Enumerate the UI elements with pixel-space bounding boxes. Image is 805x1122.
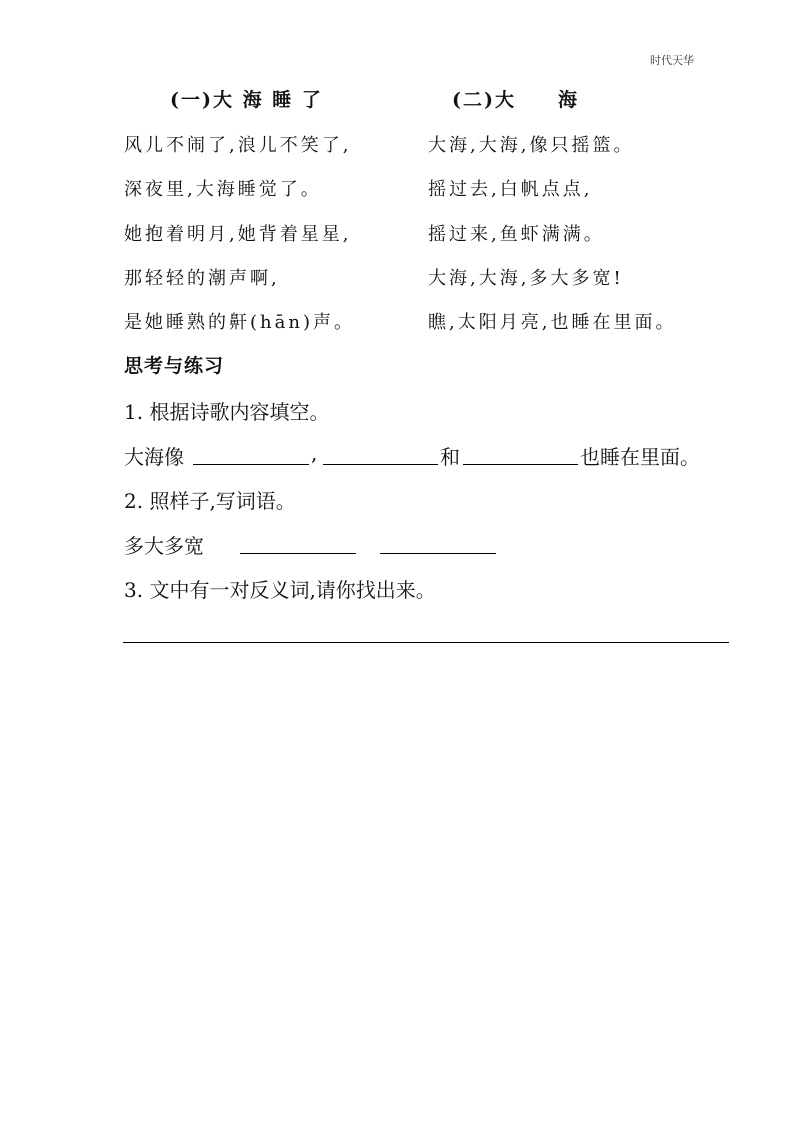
poem-2-line: 摇过去,白帆点点, [428,179,593,200]
poem-2-line: 瞧,太阳月亮,也睡在里面。 [428,312,677,333]
question-1-prompt: 1. 根据诗歌内容填空。 [124,400,330,424]
question-1-separator: , [311,441,318,465]
answer-blank-5[interactable] [380,553,496,554]
answer-line-3[interactable] [123,642,729,643]
answer-blank-1[interactable] [193,464,309,465]
exercises-heading: 思考与练习 [124,355,225,377]
poem-1-line: 那轻轻的潮声啊, [124,268,280,289]
question-2-prompt: 2. 照样子,写词语。 [124,489,296,513]
question-1-conjunction: 和 [440,445,460,469]
poem-2-title: (二)大 海 [452,89,579,111]
answer-blank-4[interactable] [240,553,356,554]
answer-blank-2[interactable] [323,464,438,465]
poem-1-line: 是她睡熟的鼾(hān)声。 [124,312,355,333]
poem-2-line: 摇过来,鱼虾满满。 [428,224,605,245]
poem-1-line: 深夜里,大海睡觉了。 [124,179,322,200]
poem-2-line: 大海,大海,像只摇篮。 [428,135,635,156]
question-3-prompt: 3. 文中有一对反义词,请你找出来。 [124,578,436,602]
poem-1-line: 风儿不闹了,浪儿不笑了, [124,135,352,156]
poem-1-line: 她抱着明月,她背着星星, [124,224,352,245]
question-1-suffix: 也睡在里面。 [580,445,700,469]
publisher-brand: 时代天华 [650,54,694,67]
poem-2-line: 大海,大海,多大多宽! [428,268,624,289]
question-1-prefix: 大海像 [124,445,184,469]
question-2-example: 多大多宽 [124,534,204,558]
answer-blank-3[interactable] [463,464,578,465]
poem-1-title: (一)大 海 睡 了 [170,89,323,111]
